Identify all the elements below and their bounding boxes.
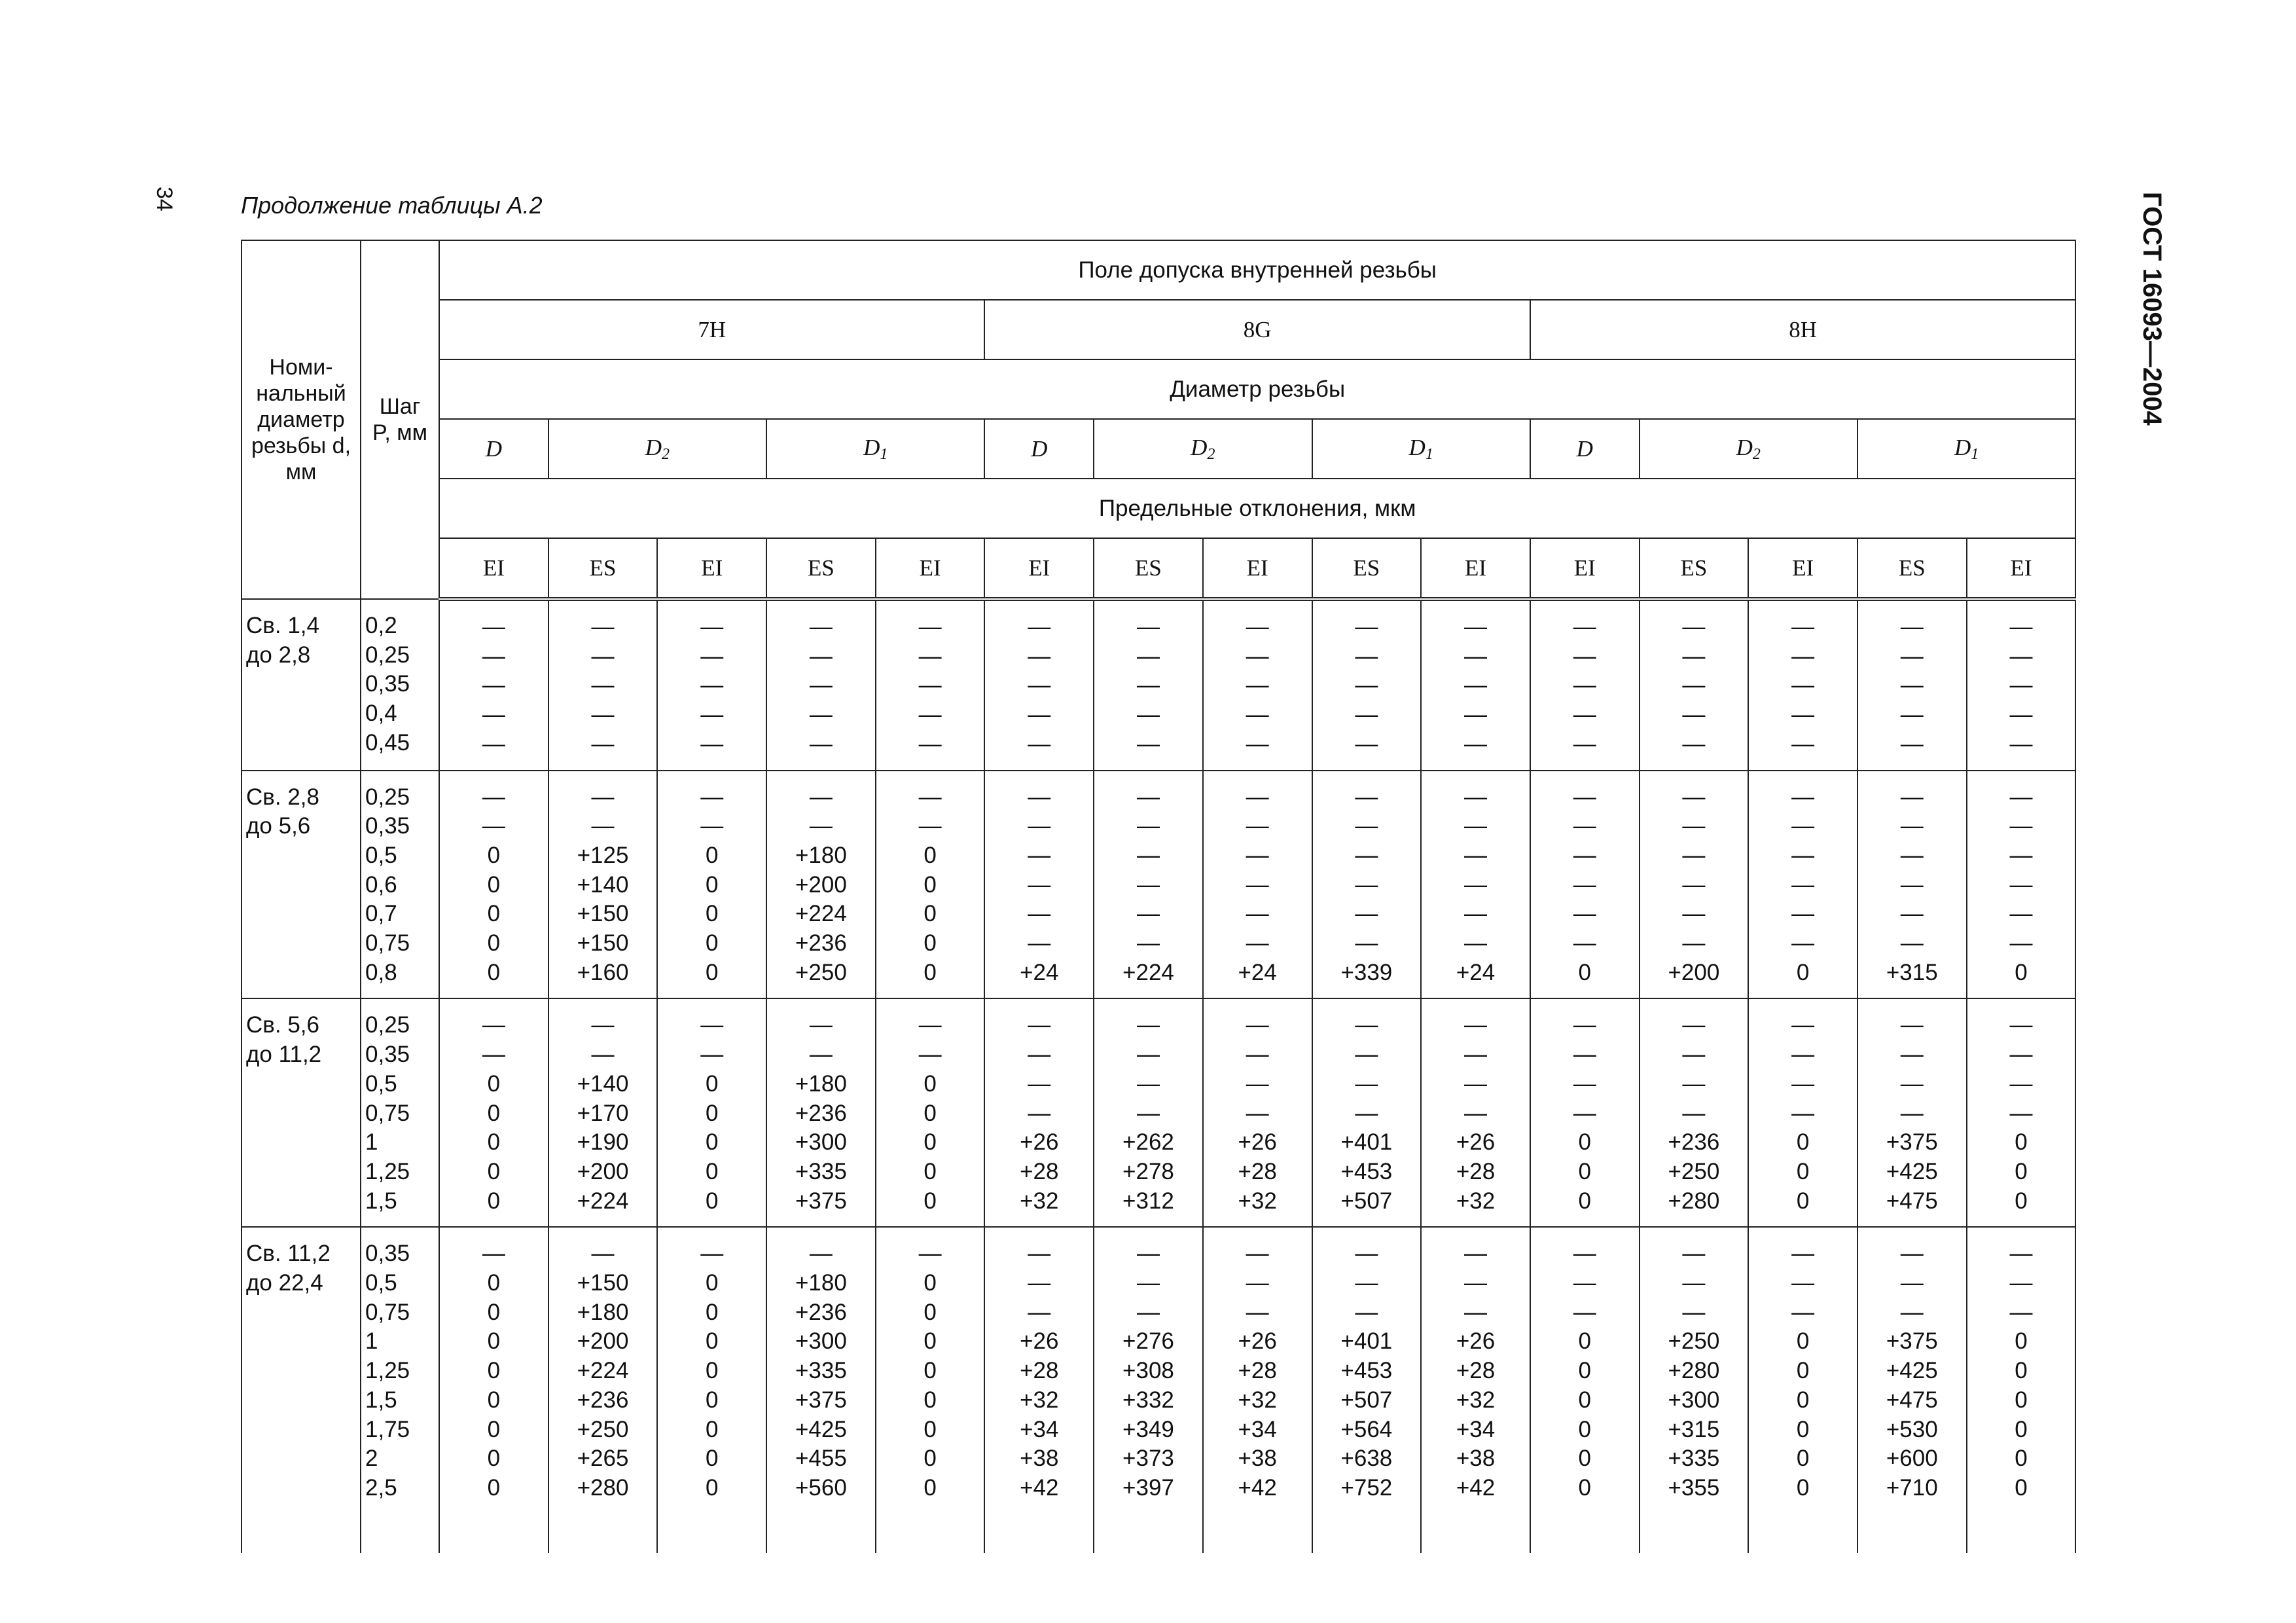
- nominal-diameter-header: [242, 240, 361, 599]
- empty-cell: [1748, 1514, 1857, 1553]
- deviation-cell: — — 0 0 0 0 0: [876, 771, 985, 999]
- limit-header: EI: [876, 538, 985, 599]
- tolerance-table: [241, 240, 2076, 1553]
- limit-header: EI: [657, 538, 766, 599]
- deviation-cell: — — — +401 +453 +507 +564 +638 +752: [1312, 1227, 1422, 1513]
- diameter-header: [1094, 419, 1312, 479]
- deviation-cell: — — 0 0 0 0 0: [439, 771, 548, 999]
- deviation-cell: — — — — 0 0 0: [1530, 998, 1640, 1227]
- deviation-cell: — — — — — — +224: [1094, 771, 1203, 999]
- diameter-header: [1857, 419, 2075, 479]
- deviation-cell: — — 0 0 0 0 0: [439, 998, 548, 1227]
- limit-header: EI: [439, 538, 548, 599]
- empty-cell: [361, 1514, 439, 1553]
- deviation-cell: — — — — —: [657, 599, 766, 771]
- deviation-cell: — — — — +375 +425 +475: [1857, 998, 1967, 1227]
- limit-header: EI: [1967, 538, 2076, 599]
- deviation-cell: — — — — +262 +278 +312: [1094, 998, 1203, 1227]
- limit-header: EI: [984, 538, 1094, 599]
- empty-cell: [548, 1514, 658, 1553]
- deviation-cell: — — — — —: [984, 599, 1094, 771]
- empty-cell: [1312, 1514, 1422, 1553]
- deviation-cell: — — — — — — +24: [984, 771, 1094, 999]
- empty-cell: [657, 1514, 766, 1553]
- nominal-diameter-line: Номи-: [269, 355, 333, 380]
- deviation-cell: — — — — —: [439, 599, 548, 771]
- deviation-cell: — — — — — — +315: [1857, 771, 1967, 999]
- deviation-cell: — — — — — — 0: [1748, 771, 1857, 999]
- limit-header: ES: [548, 538, 658, 599]
- deviation-cell: — — +125 +140 +150 +150 +160: [548, 771, 658, 999]
- deviation-cell: — 0 0 0 0 0 0 0 0: [439, 1227, 548, 1513]
- diameter-header: [1640, 419, 1857, 479]
- deviation-cell: — — 0 0 0 0 0: [657, 771, 766, 999]
- limit-header: EI: [1530, 538, 1640, 599]
- empty-cell: [1640, 1514, 1749, 1553]
- limit-header: ES: [1640, 538, 1749, 599]
- diameter-symbol: D: [1736, 434, 1753, 460]
- pitch-line: P, мм: [372, 420, 427, 445]
- pitch-cell: 0,35 0,5 0,75 1 1,25 1,5 1,75 2 2,5: [361, 1227, 439, 1513]
- diameter-symbol: D: [1191, 434, 1208, 460]
- deviation-cell: — — — — —: [876, 599, 985, 771]
- empty-cell: [1421, 1514, 1530, 1553]
- diameter-symbol: D: [645, 434, 662, 460]
- diameter-range-cell: Св. 11,2 до 22,4: [242, 1227, 361, 1513]
- diameter-header: [439, 419, 548, 479]
- deviation-cell: — +180 +236 +300 +335 +375 +425 +455 +560: [766, 1227, 876, 1513]
- nominal-diameter-line: нальный: [256, 381, 346, 406]
- pitch-header: [361, 240, 439, 599]
- deviation-cell: — — — +26 +28 +32 +34 +38 +42: [984, 1227, 1094, 1513]
- diameter-header: [1312, 419, 1530, 479]
- deviation-cell: — — — +26 +28 +32 +34 +38 +42: [1203, 1227, 1312, 1513]
- table-row: [242, 771, 2075, 999]
- deviation-cell: — — — — +26 +28 +32: [1203, 998, 1312, 1227]
- diameter-header: [548, 419, 766, 479]
- deviation-cell: — — +180 +200 +224 +236 +250: [766, 771, 876, 999]
- deviation-cell: — — +180 +236 +300 +335 +375: [766, 998, 876, 1227]
- nominal-diameter-line: диаметр: [257, 407, 345, 432]
- empty-cell: [1094, 1514, 1203, 1553]
- tolerance-field-header: Поле допуска внутренней резьбы: [439, 240, 2075, 300]
- deviation-cell: — — +140 +170 +190 +200 +224: [548, 998, 658, 1227]
- diameter-header: [766, 419, 984, 479]
- deviation-cell: — — — — —: [1421, 599, 1530, 771]
- diameter-index: 1: [1971, 445, 1979, 463]
- deviation-cell: — — 0 0 0 0 0: [876, 998, 985, 1227]
- deviations-header: Предельные отклонения, мкм: [439, 479, 2075, 538]
- pitch-cell: 0,2 0,25 0,35 0,4 0,45: [361, 599, 439, 771]
- empty-cell: [1857, 1514, 1967, 1553]
- empty-cell: [1203, 1514, 1312, 1553]
- deviation-cell: — — — — — — +24: [1203, 771, 1312, 999]
- limit-header: ES: [1312, 538, 1422, 599]
- deviation-cell: — — — — +26 +28 +32: [984, 998, 1094, 1227]
- deviation-cell: — — — 0 0 0 0 0 0: [1748, 1227, 1857, 1513]
- pitch-cell: 0,25 0,35 0,5 0,75 1 1,25 1,5: [361, 998, 439, 1227]
- deviation-cell: — — — — — — 0: [1530, 771, 1640, 999]
- diameter-symbol: D: [1031, 435, 1048, 462]
- table-row: [242, 998, 2075, 1227]
- deviation-cell: — — — — 0 0 0: [1967, 998, 2076, 1227]
- deviation-cell: — — — — —: [1312, 599, 1422, 771]
- deviation-cell: — — — — — — +339: [1312, 771, 1422, 999]
- table-row: [242, 599, 2075, 771]
- deviation-cell: — +150 +180 +200 +224 +236 +250 +265 +280: [548, 1227, 658, 1513]
- diameter-range-cell: Св. 1,4 до 2,8: [242, 599, 361, 771]
- diameter-index: 1: [1425, 445, 1433, 463]
- deviation-cell: — — — — —: [1857, 599, 1967, 771]
- limit-header: ES: [766, 538, 876, 599]
- deviation-cell: — — — +26 +28 +32 +34 +38 +42: [1421, 1227, 1530, 1513]
- diameter-index: 1: [880, 445, 888, 463]
- deviation-cell: — — — — +236 +250 +280: [1640, 998, 1749, 1227]
- deviation-cell: — — — +250 +280 +300 +315 +335 +355: [1640, 1227, 1749, 1513]
- deviation-cell: — — — — —: [1748, 599, 1857, 771]
- deviation-cell: — — 0 0 0 0 0: [657, 998, 766, 1227]
- empty-cell: [766, 1514, 876, 1553]
- thread-diameter-header: Диаметр резьбы: [439, 359, 2075, 419]
- diameter-header: [1530, 419, 1640, 479]
- empty-cell: [242, 1514, 361, 1553]
- diameter-symbol: D: [485, 435, 502, 462]
- empty-cell: [984, 1514, 1094, 1553]
- class-header-8g: 8G: [984, 300, 1530, 359]
- table-continuation: [242, 1514, 2075, 1553]
- nominal-diameter-line: мм: [285, 460, 317, 484]
- diameter-index: 2: [1752, 445, 1761, 463]
- diameter-symbol: D: [1954, 434, 1971, 460]
- diameter-symbol: D: [863, 434, 880, 460]
- empty-cell: [1967, 1514, 2076, 1553]
- diameter-range-cell: Св. 2,8 до 5,6: [242, 771, 361, 999]
- limit-header: EI: [1748, 538, 1857, 599]
- limit-header: ES: [1857, 538, 1967, 599]
- deviation-cell: — — — — +26 +28 +32: [1421, 998, 1530, 1227]
- deviation-cell: — — — — —: [1094, 599, 1203, 771]
- table-row: [242, 1227, 2075, 1513]
- empty-cell: [876, 1514, 985, 1553]
- deviation-cell: — — — — — — +24: [1421, 771, 1530, 999]
- empty-cell: [439, 1514, 548, 1553]
- deviation-cell: — — — — 0 0 0: [1748, 998, 1857, 1227]
- deviation-cell: — — — — —: [766, 599, 876, 771]
- deviation-cell: — — — 0 0 0 0 0 0: [1967, 1227, 2076, 1513]
- deviation-cell: — — — — —: [1967, 599, 2076, 771]
- deviation-cell: — 0 0 0 0 0 0 0 0: [876, 1227, 985, 1513]
- limit-header: EI: [1203, 538, 1312, 599]
- limit-header: EI: [1421, 538, 1530, 599]
- diameter-range-cell: Св. 5,6 до 11,2: [242, 998, 361, 1227]
- class-header-8h: 8H: [1530, 300, 2075, 359]
- diameter-symbol: D: [1408, 434, 1426, 460]
- deviation-cell: — — — +375 +425 +475 +530 +600 +710: [1857, 1227, 1967, 1513]
- standard-title: ГОСТ 16093—2004: [2138, 192, 2166, 426]
- page-number: 34: [152, 187, 177, 211]
- diameter-index: 2: [1207, 445, 1215, 463]
- deviation-cell: — — — — +401 +453 +507: [1312, 998, 1422, 1227]
- empty-cell: [1530, 1514, 1640, 1553]
- diameter-header: [984, 419, 1094, 479]
- limit-header: ES: [1094, 538, 1203, 599]
- pitch-cell: 0,25 0,35 0,5 0,6 0,7 0,75 0,8: [361, 771, 439, 999]
- deviation-cell: — — — — —: [548, 599, 658, 771]
- diameter-symbol: D: [1576, 435, 1593, 462]
- deviation-cell: — — — 0 0 0 0 0 0: [1530, 1227, 1640, 1513]
- deviation-cell: — — — — —: [1203, 599, 1312, 771]
- class-header-7h: 7H: [439, 300, 984, 359]
- pitch-line: Шаг: [379, 394, 421, 419]
- deviation-cell: — — — — — — 0: [1967, 771, 2076, 999]
- diameter-index: 2: [662, 445, 670, 463]
- deviation-cell: — 0 0 0 0 0 0 0 0: [657, 1227, 766, 1513]
- table-caption: Продолжение таблицы А.2: [241, 192, 543, 219]
- deviation-cell: — — — — —: [1640, 599, 1749, 771]
- deviation-cell: — — — +276 +308 +332 +349 +373 +397: [1094, 1227, 1203, 1513]
- nominal-diameter-line: резьбы d,: [251, 433, 351, 458]
- deviation-cell: — — — — —: [1530, 599, 1640, 771]
- deviation-cell: — — — — — — +200: [1640, 771, 1749, 999]
